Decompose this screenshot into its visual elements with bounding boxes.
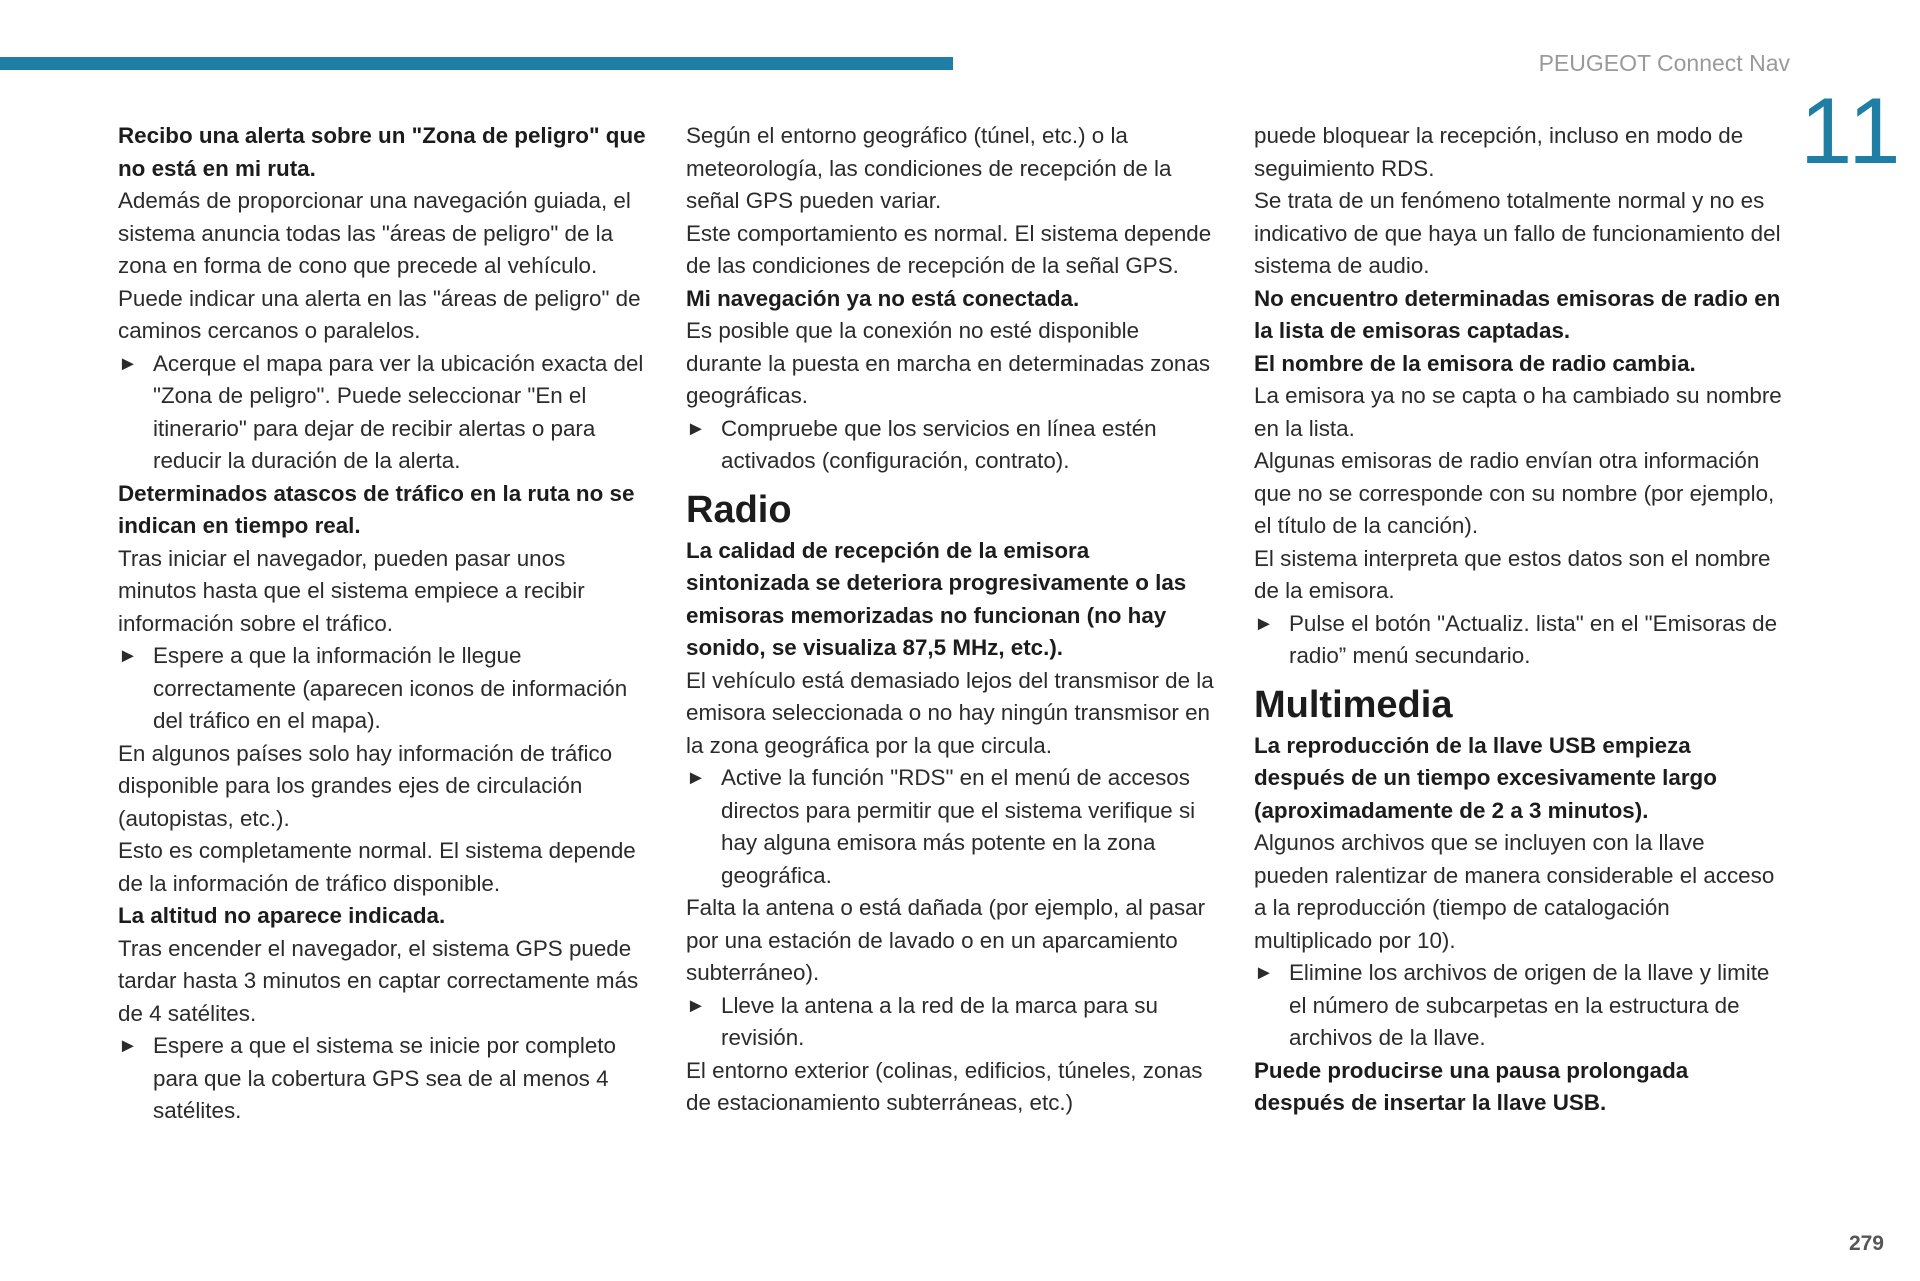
action-item (118, 348, 648, 478)
text-column-1 (118, 120, 648, 1128)
text-column-2 (686, 120, 1216, 1120)
body-paragraph: Este comportamiento es normal. El sistema depende de las condiciones de recepción de la señal GPS. (686, 220, 1212, 278)
text-column-3 (1254, 120, 1784, 1120)
question-heading: La altitud no aparece indicada. (118, 903, 446, 928)
body-paragraph: Esto es completamente normal. El sistema depende de la información de tráfico disponible. (118, 838, 636, 896)
action-text: Acerque el mapa para ver la ubicación exacta del "Zona de peligro". Puede seleccionar "En el itinerario" para dejar de recibir alertas o para reducir la duración de la alerta. (153, 350, 644, 473)
action-text: Compruebe que los servicios en línea estén activados (configuración, contrato). (721, 415, 1157, 473)
action-text: Pulse el botón "Actualiz. lista" en el "Emisoras de radio” menú secundario. (1289, 610, 1778, 668)
manual-title: PEUGEOT Connect Nav (1538, 50, 1790, 76)
action-text: Espere a que el sistema se inicie por completo para que la cobertura GPS sea de al menos 4 satélites. (153, 1033, 616, 1123)
chapter-number: 11 (1800, 78, 1904, 183)
body-paragraph: Falta la antena o está dañada (por ejemplo, al pasar por una estación de lavado o en un aparcamiento subterráneo). (686, 895, 1206, 985)
body-paragraph: Tras iniciar el navegador, pueden pasar unos minutos hasta que el sistema empiece a recibir información sobre el tráfico. (118, 545, 585, 636)
body-paragraph: Según el entorno geográfico (túnel, etc.) o la meteorología, las condiciones de recepción de la señal GPS pueden variar. (686, 123, 1172, 213)
action-item (686, 413, 1216, 478)
action-item (118, 640, 648, 738)
arrow-bullet-icon: ► (686, 767, 706, 789)
arrow-bullet-icon: ► (118, 352, 138, 375)
action-item (686, 762, 1216, 892)
body-paragraph: El sistema interpreta que estos datos son el nombre de la emisora. (1254, 545, 1771, 603)
question-heading: Mi navegación ya no está conectada. (686, 285, 1080, 311)
arrow-bullet-icon: ► (1254, 962, 1274, 984)
arrow-bullet-icon: ► (686, 994, 706, 1017)
question-heading: Recibo una alerta sobre un "Zona de peligro" que no está en mi ruta. (118, 123, 646, 181)
body-paragraph: Tras encender el navegador, el sistema GPS puede tardar hasta 3 minutos en captar correctamente más de 4 satélites. (118, 935, 639, 1026)
question-heading: No encuentro determinadas emisoras de radio en la lista de emisoras captadas. (1254, 285, 1781, 343)
body-paragraph: Se trata de un fenómeno totalmente normal y no es indicativo de que haya un fallo de funcionamiento del sistema de audio. (1254, 188, 1781, 278)
section-heading: Multimedia (1254, 683, 1453, 726)
body-paragraph: Además de proporcionar una navegación guiada, el sistema anuncia todas las "áreas de peligro" de la zona en forma de cono que precede al vehículo. Puede indicar una alerta en las "áreas de peligro" de caminos cercanos o paralelos. (118, 188, 641, 343)
action-item (118, 1030, 648, 1128)
question-heading: El nombre de la emisora de radio cambia. (1254, 350, 1696, 376)
arrow-bullet-icon: ► (686, 417, 706, 440)
action-item (1254, 608, 1784, 673)
body-paragraph: La emisora ya no se capta o ha cambiado su nombre en la lista. (1254, 383, 1782, 441)
body-paragraph: Algunas emisoras de radio envían otra información que no se corresponde con su nombre (por ejemplo, el título de la canción). (1254, 448, 1775, 538)
action-text: Elimine los archivos de origen de la llave y limite el número de subcarpetas en la estructura de archivos de la llave. (1289, 960, 1770, 1050)
action-text: Lleve la antena a la red de la marca para su revisión. (721, 992, 1158, 1050)
body-paragraph: En algunos países solo hay información de tráfico disponible para los grandes ejes de circulación (autopistas, etc.). (118, 740, 613, 831)
section-heading: Radio (686, 488, 792, 531)
arrow-bullet-icon: ► (118, 645, 138, 667)
question-heading: Puede producirse una pausa prolongada después de insertar la llave USB. (1254, 1057, 1689, 1115)
action-text: Espere a que la información le llegue correctamente (aparecen iconos de información del tráfico en el mapa). (153, 643, 628, 733)
arrow-bullet-icon: ► (1254, 612, 1274, 635)
arrow-bullet-icon: ► (118, 1035, 138, 1057)
page-number: 279 (1848, 1232, 1884, 1255)
header-accent-bar (0, 57, 953, 70)
body-paragraph: El vehículo está demasiado lejos del transmisor de la emisora seleccionada o no hay ningún transmisor en la zona geográfica por la que circula. (686, 667, 1214, 758)
body-paragraph: Algunos archivos que se incluyen con la llave pueden ralentizar de manera considerable el acceso a la reproducción (tiempo de catalogación multiplicado por 10). (1254, 830, 1775, 953)
question-heading: Determinados atascos de tráfico en la ruta no se indican en tiempo real. (118, 480, 635, 538)
action-text: Active la función "RDS" en el menú de accesos directos para permitir que el sistema verifique si hay alguna emisora más potente en la zona geográfica. (721, 765, 1196, 888)
body-paragraph: Es posible que la conexión no esté disponible durante la puesta en marcha en determinadas zonas geográficas. (686, 318, 1211, 408)
action-item (686, 990, 1216, 1055)
action-item (1254, 957, 1784, 1055)
body-paragraph: puede bloquear la recepción, incluso en modo de seguimiento RDS. (1254, 123, 1744, 181)
question-heading: La reproducción de la llave USB empieza después de un tiempo excesivamente largo (aproximadamente de 2 a 3 minutos). (1254, 732, 1717, 823)
body-paragraph: El entorno exterior (colinas, edificios, túneles, zonas de estacionamiento subterráneas, etc.) (686, 1057, 1203, 1115)
question-heading: La calidad de recepción de la emisora sintonizada se deteriora progresivamente o las emisoras memorizadas no funcionan (no hay sonido, se visualiza 87,5 MHz, etc.). (686, 537, 1187, 660)
